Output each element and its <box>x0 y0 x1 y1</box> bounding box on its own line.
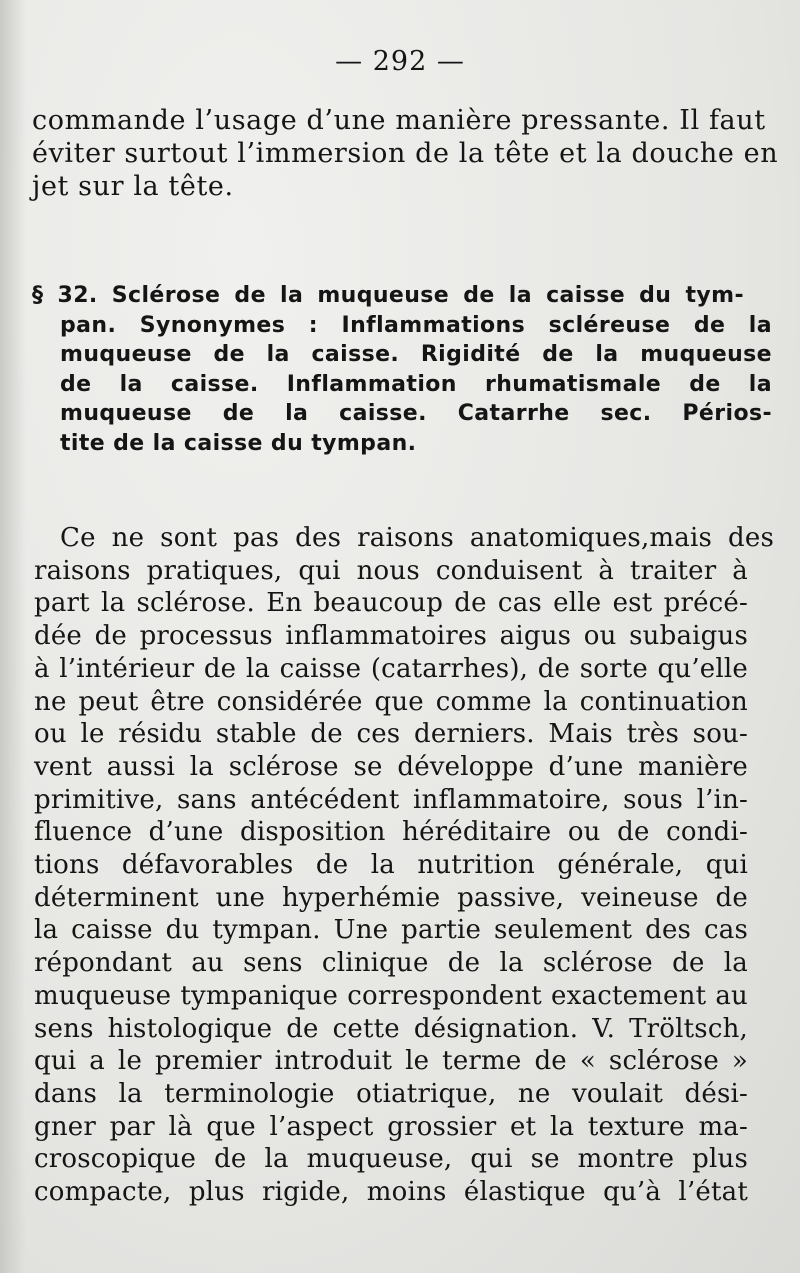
text-line: ou le résidu stable de ces derniers. Mais très sou- <box>34 719 748 750</box>
heading-line: muqueuse de la caisse. Rigidité de la muqueuse <box>60 342 772 367</box>
text-line: gner par là que l’aspect grossier et la texture ma- <box>34 1111 748 1142</box>
text-line: qui a le premier introduit le terme de « sclérose » <box>34 1046 748 1077</box>
text-line: primitive, sans antécédent inflammatoire, sous l’in- <box>34 784 748 815</box>
text-line: raisons pratiques, qui nous conduisent à traiter à <box>34 555 748 586</box>
text-line: ne peut être considérée que comme la continuation <box>34 686 748 717</box>
section-heading <box>32 281 772 458</box>
text-line: croscopique de la muqueuse, qui se montre plus <box>34 1144 748 1175</box>
top-paragraph <box>32 104 779 203</box>
text-line: déterminent une hyperhémie passive, veineuse de <box>34 882 748 913</box>
text-line: commande l’usage d’une manière pressante. Il faut <box>32 105 766 136</box>
text-line: dans la terminologie otiatrique, ne voulait dési- <box>34 1078 748 1109</box>
text-line: compacte, plus rigide, moins élastique qu’à l’état <box>34 1177 748 1208</box>
text-line: dée de processus inflammatoires aigus ou subaigus <box>34 621 748 652</box>
heading-line: de la caisse. Inflammation rhumatismale de la <box>60 371 772 397</box>
text-line: éviter surtout l’immersion de la tête et la douche en <box>32 138 779 169</box>
page-number: — 292 — <box>335 46 465 77</box>
text-line: Ce ne sont pas des raisons anatomiques,mais des <box>60 523 774 553</box>
text-line: fluence d’une disposition héréditaire ou de condi- <box>34 817 748 848</box>
text-line: à l’intérieur de la caisse (catarrhes), de sorte qu’elle <box>34 653 748 684</box>
text-line: part la sclérose. En beaucoup de cas elle est précé- <box>34 588 748 619</box>
heading-line: pan. Synonymes : Inflammations scléreuse de la <box>60 312 772 338</box>
text-line: jet sur la tête. <box>32 171 234 202</box>
text-line: muqueuse tympanique correspondent exactement au <box>34 980 748 1011</box>
text-line: tions défavorables de la nutrition générale, qui <box>34 850 748 881</box>
text-line: vent aussi la sclérose se développe d’une manière <box>34 751 748 782</box>
heading-line: muqueuse de la caisse. Catarrhe sec. Périos- <box>60 401 772 426</box>
text-line: répondant au sens clinique de la sclérose de la <box>34 948 748 979</box>
text-line: la caisse du tympan. Une partie seulement des cas <box>34 915 748 946</box>
heading-line: tite de la caisse du tympan. <box>60 430 417 456</box>
text-line: sens histologique de cette désignation. V. Tröltsch, <box>34 1013 748 1044</box>
heading-line: § 32. Sclérose de la muqueuse de la caisse du tym- <box>32 283 744 308</box>
page-gutter-shadow <box>0 0 26 1273</box>
body-paragraph <box>34 522 774 1209</box>
